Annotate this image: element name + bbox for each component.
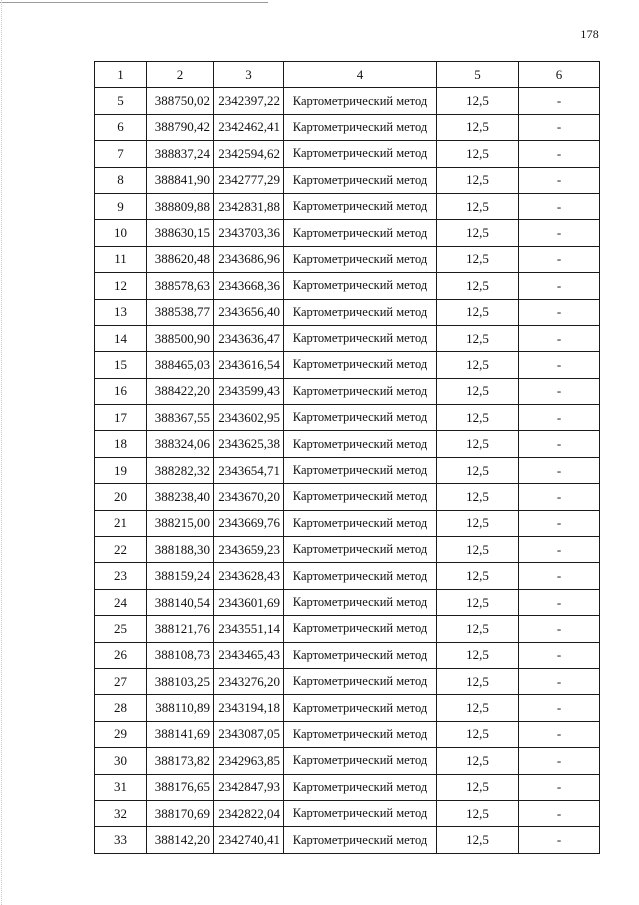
column-header: 6 — [519, 62, 600, 88]
column-header: 1 — [95, 62, 147, 88]
method-cell: Картометрический метод — [284, 299, 437, 325]
coordinate-x-cell: 388324,06 — [147, 431, 214, 457]
coordinate-x-cell: 388108,73 — [147, 642, 214, 668]
note-cell: - — [519, 748, 600, 774]
note-cell: - — [519, 827, 600, 853]
accuracy-cell: 12,5 — [437, 668, 519, 694]
note-cell: - — [519, 325, 600, 351]
note-cell: - — [519, 457, 600, 483]
point-number-cell: 5 — [95, 88, 147, 114]
method-cell: Картометрический метод — [284, 141, 437, 167]
table-row — [95, 325, 600, 351]
method-cell: Картометрический метод — [284, 431, 437, 457]
table-row — [95, 246, 600, 272]
table-row — [95, 299, 600, 325]
method-cell: Картометрический метод — [284, 827, 437, 853]
accuracy-cell: 12,5 — [437, 220, 519, 246]
method-cell: Картометрический метод — [284, 563, 437, 589]
point-number-cell: 21 — [95, 510, 147, 536]
coordinate-x-cell: 388841,90 — [147, 167, 214, 193]
table-row — [95, 193, 600, 219]
note-cell: - — [519, 800, 600, 826]
method-cell: Картометрический метод — [284, 721, 437, 747]
accuracy-cell: 12,5 — [437, 827, 519, 853]
column-header: 4 — [284, 62, 437, 88]
method-cell: Картометрический метод — [284, 457, 437, 483]
point-number-cell: 19 — [95, 457, 147, 483]
point-number-cell: 25 — [95, 616, 147, 642]
coordinate-y-cell: 2343636,47 — [214, 325, 284, 351]
method-cell: Картометрический метод — [284, 193, 437, 219]
accuracy-cell: 12,5 — [437, 589, 519, 615]
point-number-cell: 15 — [95, 352, 147, 378]
method-cell: Картометрический метод — [284, 800, 437, 826]
method-cell: Картометрический метод — [284, 510, 437, 536]
note-cell: - — [519, 220, 600, 246]
point-number-cell: 20 — [95, 484, 147, 510]
coordinate-y-cell: 2343465,43 — [214, 642, 284, 668]
coordinate-x-cell: 388141,69 — [147, 721, 214, 747]
point-number-cell: 7 — [95, 141, 147, 167]
note-cell: - — [519, 167, 600, 193]
table-row — [95, 457, 600, 483]
coordinate-y-cell: 2342847,93 — [214, 774, 284, 800]
table-row — [95, 352, 600, 378]
note-cell: - — [519, 299, 600, 325]
note-cell: - — [519, 246, 600, 272]
coordinate-y-cell: 2342963,85 — [214, 748, 284, 774]
coordinate-y-cell: 2343602,95 — [214, 405, 284, 431]
method-cell: Картометрический метод — [284, 378, 437, 404]
coordinate-x-cell: 388367,55 — [147, 405, 214, 431]
method-cell: Картометрический метод — [284, 88, 437, 114]
table-row — [95, 431, 600, 457]
accuracy-cell: 12,5 — [437, 378, 519, 404]
table-row — [95, 695, 600, 721]
accuracy-cell: 12,5 — [437, 748, 519, 774]
coordinate-x-cell: 388620,48 — [147, 246, 214, 272]
column-header: 3 — [214, 62, 284, 88]
column-header: 2 — [147, 62, 214, 88]
note-cell: - — [519, 273, 600, 299]
top-rule — [0, 2, 268, 3]
coordinate-y-cell: 2342777,29 — [214, 167, 284, 193]
method-cell: Картометрический метод — [284, 695, 437, 721]
coordinate-y-cell: 2343703,36 — [214, 220, 284, 246]
method-cell: Картометрический метод — [284, 352, 437, 378]
accuracy-cell: 12,5 — [437, 273, 519, 299]
point-number-cell: 10 — [95, 220, 147, 246]
note-cell: - — [519, 589, 600, 615]
coordinate-x-cell: 388630,15 — [147, 220, 214, 246]
method-cell: Картометрический метод — [284, 484, 437, 510]
note-cell: - — [519, 193, 600, 219]
accuracy-cell: 12,5 — [437, 431, 519, 457]
table-row — [95, 114, 600, 140]
accuracy-cell: 12,5 — [437, 774, 519, 800]
coordinate-y-cell: 2343616,54 — [214, 352, 284, 378]
method-cell: Картометрический метод — [284, 220, 437, 246]
point-number-cell: 22 — [95, 537, 147, 563]
note-cell: - — [519, 616, 600, 642]
accuracy-cell: 12,5 — [437, 800, 519, 826]
method-cell: Картометрический метод — [284, 616, 437, 642]
point-number-cell: 6 — [95, 114, 147, 140]
note-cell: - — [519, 642, 600, 668]
point-number-cell: 16 — [95, 378, 147, 404]
coordinate-x-cell: 388500,90 — [147, 325, 214, 351]
accuracy-cell: 12,5 — [437, 537, 519, 563]
method-cell: Картометрический метод — [284, 774, 437, 800]
coordinate-y-cell: 2342462,41 — [214, 114, 284, 140]
table-row — [95, 668, 600, 694]
point-number-cell: 27 — [95, 668, 147, 694]
accuracy-cell: 12,5 — [437, 484, 519, 510]
accuracy-cell: 12,5 — [437, 299, 519, 325]
coordinate-y-cell: 2343087,05 — [214, 721, 284, 747]
accuracy-cell: 12,5 — [437, 88, 519, 114]
accuracy-cell: 12,5 — [437, 642, 519, 668]
table-row — [95, 616, 600, 642]
table-row — [95, 167, 600, 193]
table-row — [95, 642, 600, 668]
accuracy-cell: 12,5 — [437, 405, 519, 431]
table-body — [95, 88, 600, 853]
accuracy-cell: 12,5 — [437, 246, 519, 272]
coordinate-x-cell: 388188,30 — [147, 537, 214, 563]
table-row — [95, 563, 600, 589]
accuracy-cell: 12,5 — [437, 141, 519, 167]
coordinate-x-cell: 388140,54 — [147, 589, 214, 615]
point-number-cell: 14 — [95, 325, 147, 351]
table-row — [95, 273, 600, 299]
note-cell: - — [519, 668, 600, 694]
coordinate-y-cell: 2343276,20 — [214, 668, 284, 694]
scan-edge — [1, 0, 2, 905]
coordinate-y-cell: 2342397,22 — [214, 88, 284, 114]
coordinate-y-cell: 2343669,76 — [214, 510, 284, 536]
accuracy-cell: 12,5 — [437, 352, 519, 378]
coordinate-y-cell: 2343656,40 — [214, 299, 284, 325]
accuracy-cell: 12,5 — [437, 616, 519, 642]
table-row — [95, 141, 600, 167]
point-number-cell: 33 — [95, 827, 147, 853]
coordinate-x-cell: 388170,69 — [147, 800, 214, 826]
accuracy-cell: 12,5 — [437, 325, 519, 351]
accuracy-cell: 12,5 — [437, 563, 519, 589]
coordinate-y-cell: 2342594,62 — [214, 141, 284, 167]
table-row — [95, 88, 600, 114]
point-number-cell: 18 — [95, 431, 147, 457]
accuracy-cell: 12,5 — [437, 167, 519, 193]
coordinate-x-cell: 388121,76 — [147, 616, 214, 642]
point-number-cell: 28 — [95, 695, 147, 721]
method-cell: Картометрический метод — [284, 642, 437, 668]
coordinate-y-cell: 2342740,41 — [214, 827, 284, 853]
table-row — [95, 378, 600, 404]
accuracy-cell: 12,5 — [437, 721, 519, 747]
coordinate-x-cell: 388790,42 — [147, 114, 214, 140]
coordinate-x-cell: 388176,65 — [147, 774, 214, 800]
coordinate-x-cell: 388215,00 — [147, 510, 214, 536]
table-row — [95, 537, 600, 563]
table-row — [95, 405, 600, 431]
table-header-row — [95, 62, 600, 88]
table-row — [95, 827, 600, 853]
method-cell: Картометрический метод — [284, 167, 437, 193]
method-cell: Картометрический метод — [284, 668, 437, 694]
point-number-cell: 9 — [95, 193, 147, 219]
coordinate-x-cell: 388465,03 — [147, 352, 214, 378]
coordinate-y-cell: 2343668,36 — [214, 273, 284, 299]
coordinate-x-cell: 388578,63 — [147, 273, 214, 299]
coordinate-y-cell: 2343628,43 — [214, 563, 284, 589]
method-cell: Картометрический метод — [284, 325, 437, 351]
point-number-cell: 30 — [95, 748, 147, 774]
coordinate-y-cell: 2342822,04 — [214, 800, 284, 826]
coordinate-x-cell: 388809,88 — [147, 193, 214, 219]
coordinate-x-cell: 388837,24 — [147, 141, 214, 167]
note-cell: - — [519, 405, 600, 431]
table-row — [95, 800, 600, 826]
coordinate-x-cell: 388750,02 — [147, 88, 214, 114]
coordinate-y-cell: 2343194,18 — [214, 695, 284, 721]
note-cell: - — [519, 774, 600, 800]
coordinate-x-cell: 388173,82 — [147, 748, 214, 774]
accuracy-cell: 12,5 — [437, 510, 519, 536]
coordinate-x-cell: 388103,25 — [147, 668, 214, 694]
note-cell: - — [519, 563, 600, 589]
table-row — [95, 774, 600, 800]
table-row — [95, 510, 600, 536]
coordinate-y-cell: 2343654,71 — [214, 457, 284, 483]
method-cell: Картометрический метод — [284, 748, 437, 774]
coordinate-x-cell: 388538,77 — [147, 299, 214, 325]
method-cell: Картометрический метод — [284, 405, 437, 431]
coordinate-x-cell: 388110,89 — [147, 695, 214, 721]
page-number: 178 — [580, 27, 599, 41]
point-number-cell: 13 — [95, 299, 147, 325]
note-cell: - — [519, 141, 600, 167]
coordinate-y-cell: 2343670,20 — [214, 484, 284, 510]
accuracy-cell: 12,5 — [437, 695, 519, 721]
coordinate-x-cell: 388422,20 — [147, 378, 214, 404]
point-number-cell: 31 — [95, 774, 147, 800]
coordinate-y-cell: 2343686,96 — [214, 246, 284, 272]
point-number-cell: 17 — [95, 405, 147, 431]
note-cell: - — [519, 537, 600, 563]
method-cell: Картометрический метод — [284, 537, 437, 563]
note-cell: - — [519, 431, 600, 457]
coordinate-x-cell: 388159,24 — [147, 563, 214, 589]
accuracy-cell: 12,5 — [437, 114, 519, 140]
point-number-cell: 23 — [95, 563, 147, 589]
coordinate-x-cell: 388238,40 — [147, 484, 214, 510]
note-cell: - — [519, 484, 600, 510]
coordinate-y-cell: 2342831,88 — [214, 193, 284, 219]
note-cell: - — [519, 695, 600, 721]
note-cell: - — [519, 88, 600, 114]
accuracy-cell: 12,5 — [437, 457, 519, 483]
table-row — [95, 484, 600, 510]
table-row — [95, 748, 600, 774]
coordinate-y-cell: 2343551,14 — [214, 616, 284, 642]
point-number-cell: 24 — [95, 589, 147, 615]
method-cell: Картометрический метод — [284, 246, 437, 272]
note-cell: - — [519, 510, 600, 536]
point-number-cell: 11 — [95, 246, 147, 272]
note-cell: - — [519, 721, 600, 747]
method-cell: Картометрический метод — [284, 273, 437, 299]
accuracy-cell: 12,5 — [437, 193, 519, 219]
point-number-cell: 29 — [95, 721, 147, 747]
point-number-cell: 32 — [95, 800, 147, 826]
table-row — [95, 589, 600, 615]
note-cell: - — [519, 378, 600, 404]
coordinate-x-cell: 388282,32 — [147, 457, 214, 483]
method-cell: Картометрический метод — [284, 114, 437, 140]
coordinate-y-cell: 2343659,23 — [214, 537, 284, 563]
point-number-cell: 8 — [95, 167, 147, 193]
coordinate-x-cell: 388142,20 — [147, 827, 214, 853]
column-header: 5 — [437, 62, 519, 88]
method-cell: Картометрический метод — [284, 589, 437, 615]
point-number-cell: 12 — [95, 273, 147, 299]
coordinate-y-cell: 2343601,69 — [214, 589, 284, 615]
coordinate-y-cell: 2343625,38 — [214, 431, 284, 457]
table-row — [95, 220, 600, 246]
note-cell: - — [519, 352, 600, 378]
coordinates-table — [94, 61, 600, 854]
point-number-cell: 26 — [95, 642, 147, 668]
note-cell: - — [519, 114, 600, 140]
coordinate-y-cell: 2343599,43 — [214, 378, 284, 404]
table-row — [95, 721, 600, 747]
